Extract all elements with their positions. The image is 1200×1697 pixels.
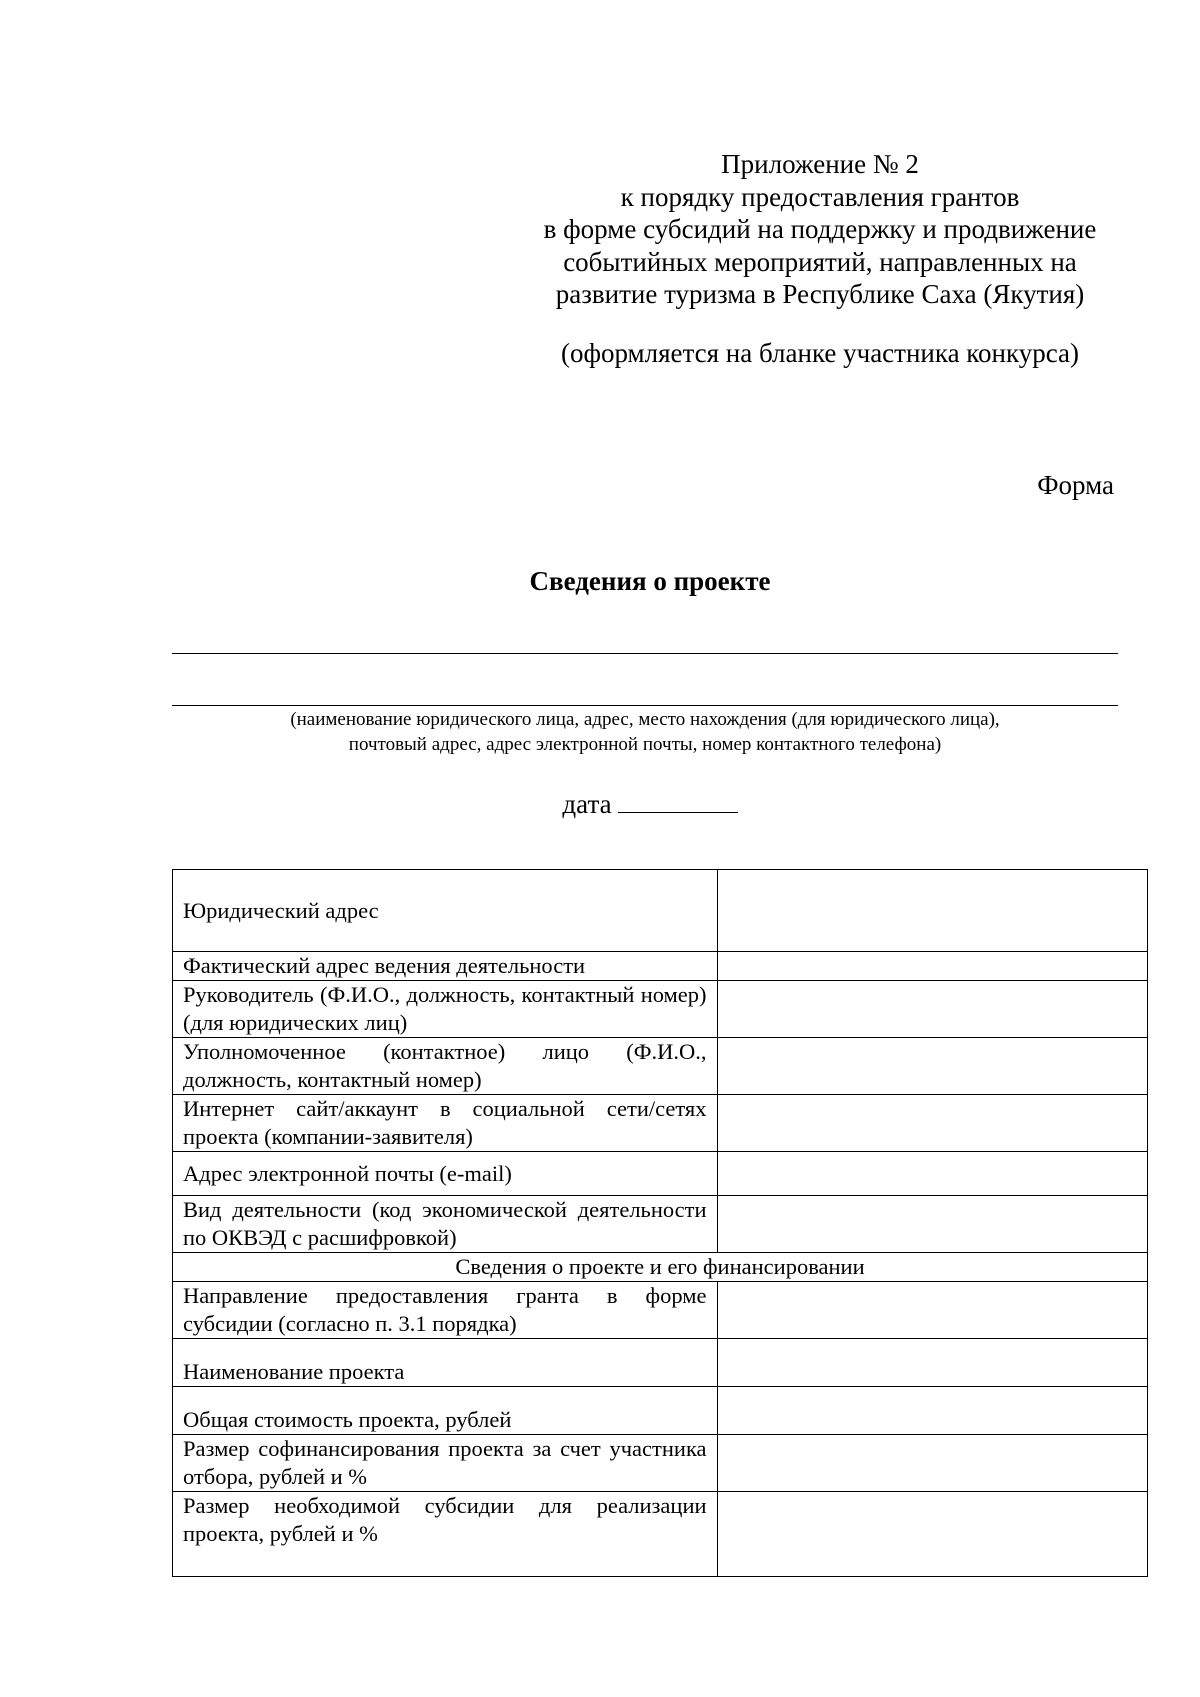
row-label-website: Интернет сайт/аккаунт в социальной сети/сетях проекта (компании-заявителя): [173, 1095, 718, 1152]
table-row: [173, 870, 1148, 952]
row-value-activity-type: [717, 1196, 1147, 1253]
table-row: [173, 981, 1148, 1038]
appendix-header: [520, 148, 1120, 369]
caption-line-2: почтовый адрес, адрес электронной почты, номер контактного телефона): [348, 734, 942, 755]
letterhead-note: (оформляется на бланке участника конкурса): [560, 337, 1080, 368]
row-value-legal-address: [717, 870, 1147, 952]
row-label-director: Руководитель (Ф.И.О., должность, контактный номер) (для юридических лиц): [173, 981, 718, 1038]
table-row: [173, 1282, 1148, 1339]
table-row: [173, 1152, 1148, 1196]
table-section-row: [173, 1253, 1148, 1282]
row-label-legal-address: Юридический адрес: [173, 870, 718, 952]
row-value-cofinancing: [717, 1435, 1147, 1492]
row-value-director: [717, 981, 1147, 1038]
row-value-contact-person: [717, 1038, 1147, 1095]
row-value-subsidy-amount: [717, 1492, 1147, 1577]
row-label-activity-type: Вид деятельности (код экономической деятельности по ОКВЭД с расшифровкой): [173, 1196, 718, 1253]
row-value-actual-address: [717, 952, 1147, 981]
row-value-website: [717, 1095, 1147, 1152]
table-row: [173, 1095, 1148, 1152]
row-label-actual-address: Фактический адрес ведения деятельности: [173, 952, 718, 981]
row-value-grant-direction: [717, 1282, 1147, 1339]
row-label-subsidy-amount: Размер необходимой субсидии для реализации проекта, рублей и %: [173, 1492, 718, 1577]
applicant-name-line-1: [172, 653, 1118, 654]
appendix-line: в форме субсидий на поддержку и продвижение: [543, 214, 1097, 244]
caption-line-1: (наименование юридического лица, адрес, место нахождения (для юридического лица),: [290, 709, 1000, 730]
applicant-caption: [172, 707, 1118, 757]
row-label-grant-direction: Направление предоставления гранта в форме субсидии (согласно п. 3.1 порядка): [173, 1282, 718, 1339]
appendix-line: к порядку предоставления грантов: [620, 181, 1020, 212]
appendix-line: развитие туризма в Республике Саха (Якутия): [555, 279, 1085, 309]
table-row: [173, 1492, 1148, 1577]
table-row: [173, 1387, 1148, 1435]
date-row: [0, 786, 1200, 820]
row-label-total-cost: Общая стоимость проекта, рублей: [173, 1387, 718, 1435]
row-value-total-cost: [717, 1387, 1147, 1435]
table-row: [173, 952, 1148, 981]
project-info-table: [172, 869, 1148, 1577]
document-title: Сведения о проекте: [529, 566, 771, 596]
date-blank-field: [618, 786, 738, 813]
row-label-email: Адрес электронной почты (e-mail): [173, 1152, 718, 1196]
appendix-title: Приложение № 2: [721, 149, 919, 179]
form-label: Форма: [1037, 470, 1114, 500]
row-label-project-name: Наименование проекта: [173, 1339, 718, 1387]
table-row: [173, 1038, 1148, 1095]
row-value-email: [717, 1152, 1147, 1196]
table-row: [173, 1339, 1148, 1387]
row-label-contact-person: Уполномоченное (контактное) лицо (Ф.И.О., должность, контактный номер): [173, 1038, 718, 1095]
table-row: [173, 1196, 1148, 1253]
table-row: [173, 1435, 1148, 1492]
appendix-line: событийных мероприятий, направленных на: [563, 246, 1077, 277]
row-value-project-name: [717, 1339, 1147, 1387]
applicant-name-line-2: [172, 705, 1118, 706]
date-label: дата: [562, 789, 612, 819]
section-header: Сведения о проекте и его финансировании: [173, 1253, 1148, 1282]
row-label-cofinancing: Размер софинансирования проекта за счет участника отбора, рублей и %: [173, 1435, 718, 1492]
